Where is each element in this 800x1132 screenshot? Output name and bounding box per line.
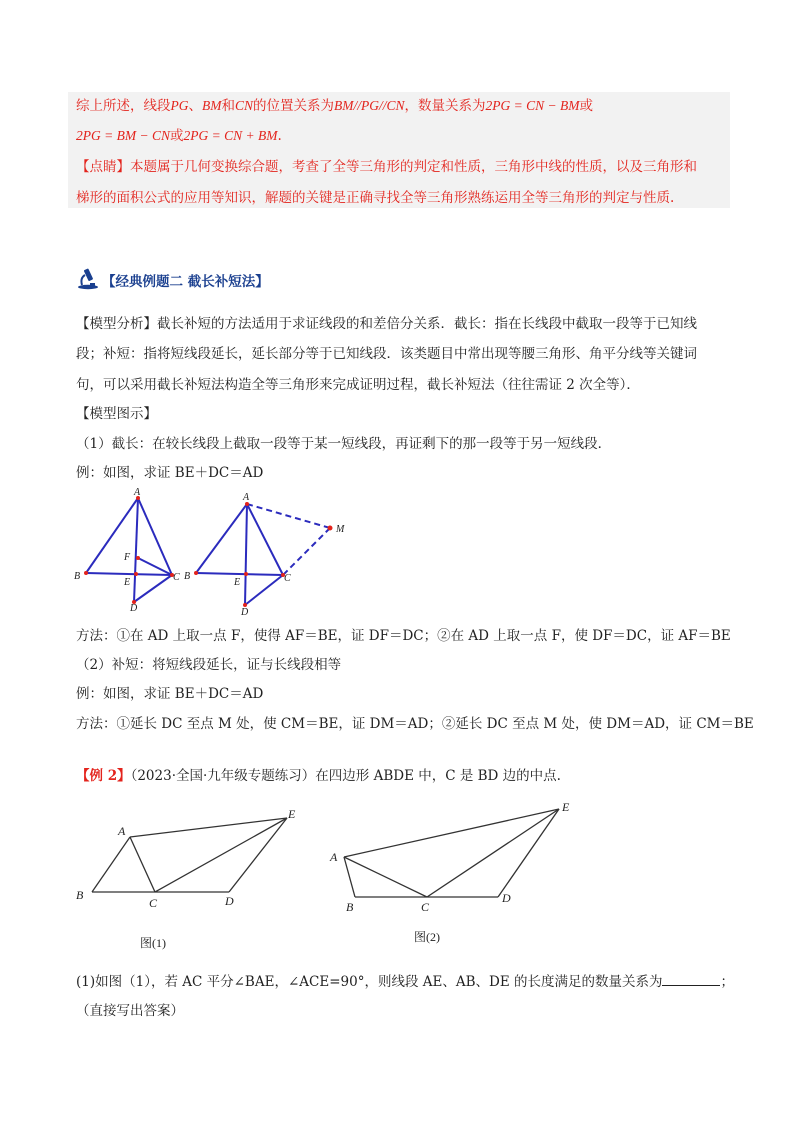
example-prove-1: 例：如图，求证 BE＋DC＝AD — [76, 465, 264, 481]
segment-cn: CN — [235, 98, 254, 113]
label-a: A — [330, 850, 338, 864]
label-c: C — [149, 896, 158, 910]
example-text: （2023·全国·九年级专题练习）在四边形 ABDE 中，C 是 BD 边的中点. — [130, 768, 561, 784]
label-b: B — [76, 888, 84, 902]
segment-bm: BM — [202, 98, 222, 113]
figure-2-caption: 图(2) — [414, 930, 440, 944]
label-d: D — [502, 891, 511, 905]
model-diagram-heading: 【模型图示】 — [76, 406, 157, 422]
example-figures — [0, 795, 620, 955]
example-2-line — [76, 766, 561, 786]
truncate-description: （1）截长：在较长线段上截取一段等于某一短线段，再证剩下的那一段等于另一短线段． — [76, 436, 612, 452]
figure-2 — [344, 809, 559, 897]
example-prove-2: 例：如图，求证 BE＋DC＝AD — [76, 686, 264, 702]
question-1-end: ； — [720, 974, 734, 990]
point-b — [194, 571, 198, 575]
conjunction: 或 — [169, 128, 184, 144]
point-m — [328, 526, 333, 531]
label-e: E — [234, 577, 241, 588]
summary-line-2 — [76, 126, 282, 146]
comment-line-2: 梯形的面积公式的应用等知识，解题的关键是正确寻找全等三角形熟练运用全等三角形的判定与性质. — [76, 190, 675, 206]
label-e: E — [288, 807, 296, 821]
segment-pg: PG — [170, 98, 189, 113]
section-title: 【经典例题二 截长补短法】 — [102, 274, 269, 290]
label-m: M — [336, 524, 345, 535]
label-e: E — [124, 577, 131, 588]
label-d: D — [241, 607, 249, 615]
separator: 、 — [188, 98, 202, 114]
question-1-note: （直接写出答案） — [76, 1003, 184, 1019]
question-1 — [76, 971, 734, 992]
supplement-description: （2）补短：将短线段延长，证与长线段相等 — [76, 657, 342, 673]
conjunction: 或 — [579, 98, 593, 114]
model-triangle-2 — [196, 504, 330, 605]
answer-blank[interactable] — [662, 971, 720, 986]
summary-text: 综上所述，线段 — [76, 98, 171, 114]
example-label: 【例 2】 — [76, 768, 131, 784]
label-c: C — [284, 573, 291, 584]
microscope-icon — [76, 266, 100, 290]
label-d: D — [130, 603, 138, 614]
point-f — [136, 556, 140, 560]
point-b — [84, 571, 88, 575]
summary-line-1 — [76, 96, 593, 116]
label-b: B — [346, 900, 354, 914]
label-a: A — [134, 487, 141, 498]
quantity-relation-2: 2PG = BM − CN — [76, 128, 170, 143]
label-b: B — [74, 571, 81, 582]
quantity-relation-1: 2PG = CN − BM — [485, 98, 580, 113]
point-e — [244, 572, 248, 576]
period: . — [277, 128, 282, 144]
label-c: C — [173, 572, 180, 583]
model-figures — [0, 485, 400, 615]
method-1: 方法：①在 AD 上取一点 F，使得 AF＝BE，证 DF＝DC；②在 AD 上取一点 F，使 DF＝DC，证 AF＝BE — [76, 628, 731, 644]
label-f: F — [124, 552, 131, 563]
question-1-text: (1)如图（1），若 AC 平分∠BAE，∠ACE=90°，则线段 AE、AB、DE 的长度满足的数量关系为 — [76, 974, 663, 990]
label-d: D — [225, 894, 234, 908]
label-a: A — [243, 492, 250, 503]
quantity-relation-3: 2PG = CN + BM — [183, 128, 278, 143]
point-e — [134, 572, 138, 576]
parallel-relation: BM//PG//CN — [334, 98, 405, 113]
figure-1-caption: 图(1) — [140, 936, 166, 950]
analysis-para-3: 句，可以采用截长补短法构造全等三角形来完成证明过程，截长补短法（往往需证 2 次全等）． — [76, 377, 640, 393]
label-c: C — [421, 900, 430, 914]
comment-line-1: 【点睛】本题属于几何变换综合题，考查了全等三角形的判定和性质，三角形中线的性质，以及三角形和 — [76, 159, 697, 175]
method-2: 方法：①延长 DC 至点 M 处，使 CM＝BE，证 DM＝AD；②延长 DC 至点 M 处，使 DM＝AD，证 CM＝BE — [76, 716, 754, 732]
label-e: E — [562, 800, 570, 814]
label-b: B — [184, 571, 191, 582]
label-a: A — [118, 824, 126, 838]
analysis-para-1: 【模型分析】截长补短的方法适用于求证线段的和差倍分关系．截长：指在长线段中截取一段等于已知线 — [76, 316, 697, 332]
summary-text: 的位置关系为 — [253, 98, 335, 114]
analysis-para-2: 段；补短：指将短线段延长，延长部分等于已知线段．该类题目中常出现等腰三角形、角平分线等关键词 — [76, 346, 697, 362]
summary-text: ，数量关系为 — [404, 98, 486, 114]
conjunction: 和 — [221, 98, 235, 114]
